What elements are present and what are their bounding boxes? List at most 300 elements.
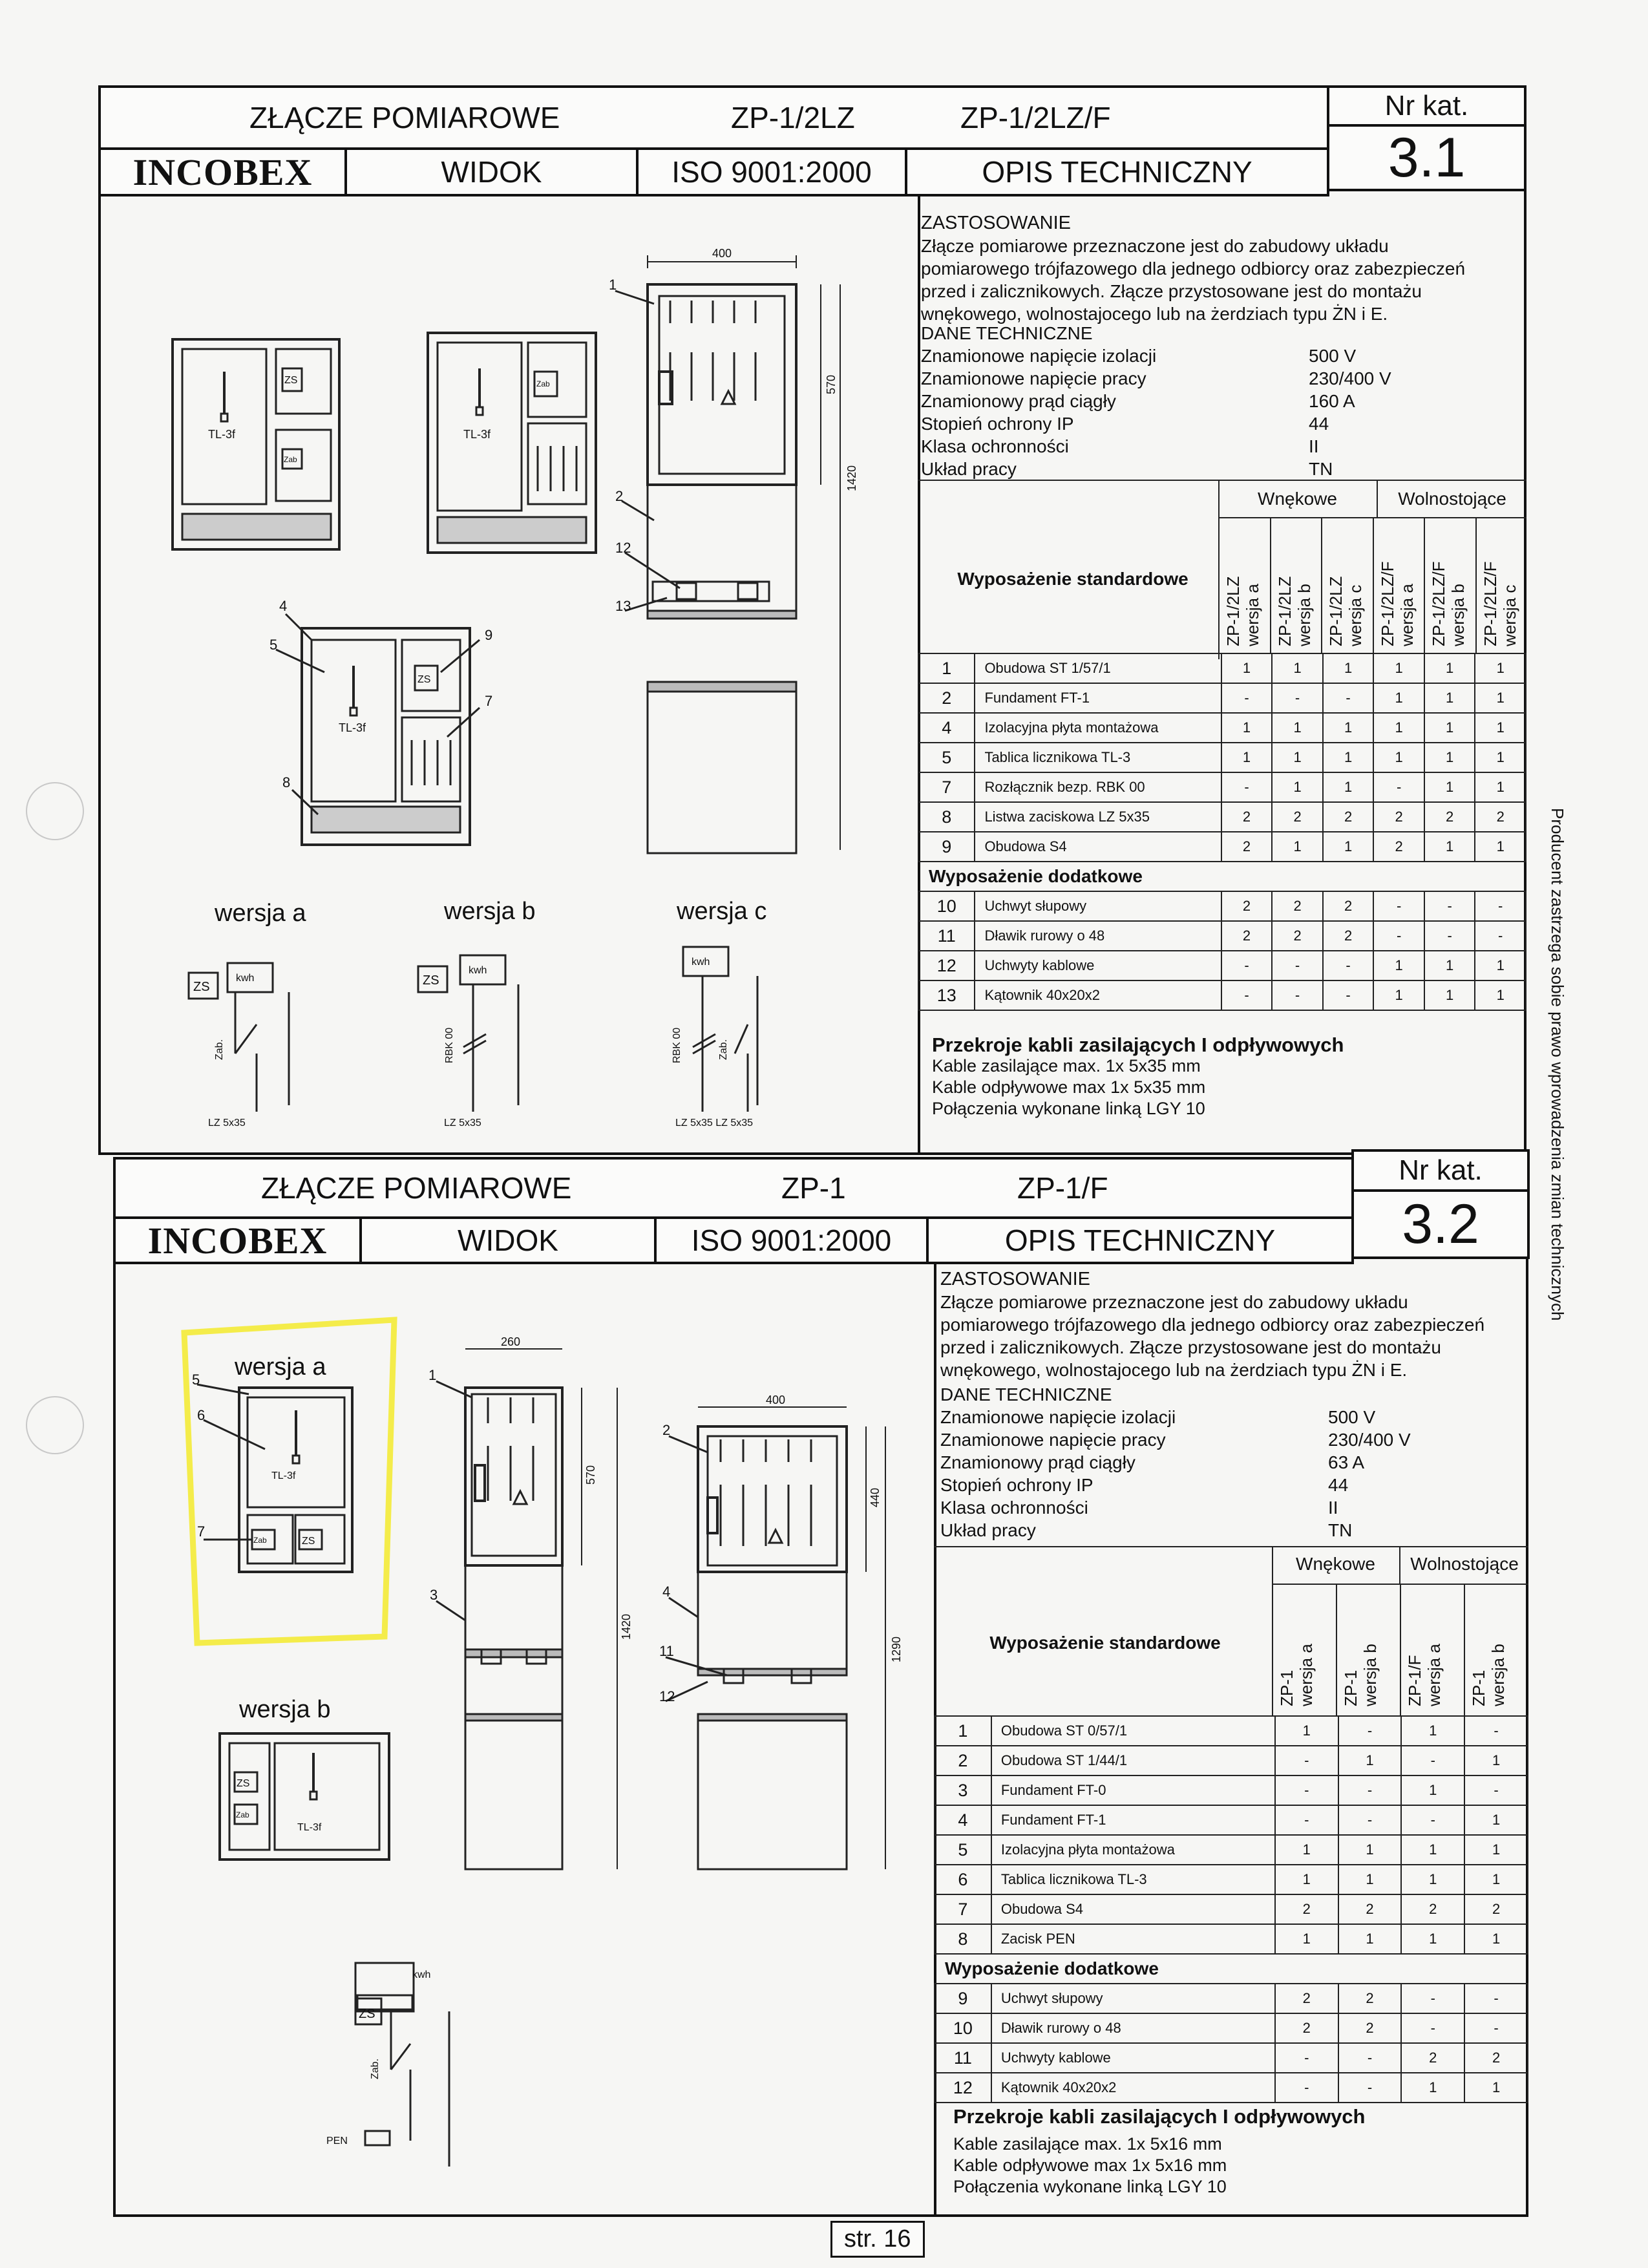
column-version: wersja b xyxy=(1360,1644,1380,1706)
item-name: Kątownik 40x20x2 xyxy=(991,2073,1275,2103)
spec-row xyxy=(940,1406,1522,1428)
column-header xyxy=(1378,530,1417,646)
technical-data-heading: DANE TECHNICZNE xyxy=(921,323,1093,343)
item-number: 9 xyxy=(918,832,975,862)
item-quantity: - xyxy=(1373,891,1424,921)
item-quantity: 1 xyxy=(1464,1924,1528,1954)
equipment-table xyxy=(934,1715,1528,2103)
column-header xyxy=(1429,530,1468,646)
svg-text:Zab.: Zab. xyxy=(370,2058,381,2079)
application-section xyxy=(921,212,1528,325)
item-quantity: 1 xyxy=(1464,1805,1528,1835)
item-number: 9 xyxy=(935,1984,991,2013)
iso-label: ISO 9001:2000 xyxy=(691,1224,892,1257)
svg-text:12: 12 xyxy=(659,1688,675,1704)
version-a-label: wersja a xyxy=(215,900,306,927)
svg-text:Zab: Zab xyxy=(284,455,297,464)
item-quantity: - xyxy=(1338,2043,1402,2073)
cable-line: Kable zasilające max. 1x 5x16 mm xyxy=(953,2134,1222,2154)
spec-key: Znamionowe napięcie izolacji xyxy=(940,1407,1176,1427)
column-version: wersja c xyxy=(1346,584,1365,646)
item-quantity: 1 xyxy=(1272,743,1323,772)
equipment-row xyxy=(918,743,1526,772)
item-quantity: 1 xyxy=(1464,2073,1528,2103)
spec-key: Znamionowy prąd ciągły xyxy=(940,1452,1136,1472)
item-quantity: - xyxy=(1275,1775,1338,1805)
item-quantity: 1 xyxy=(1475,683,1526,713)
item-quantity: - xyxy=(1338,1775,1402,1805)
meter-board-label: TL-3f xyxy=(208,428,236,441)
punch-hole xyxy=(26,1396,84,1454)
svg-text:4: 4 xyxy=(662,1584,671,1600)
item-name: Obudowa ST 1/44/1 xyxy=(991,1746,1275,1775)
group-label-freestanding: Wolnostojące xyxy=(1398,489,1506,509)
technical-description-label: OPIS TECHNICZNY xyxy=(982,155,1252,189)
svg-text:9: 9 xyxy=(485,627,493,643)
column-header xyxy=(1405,1596,1444,1706)
item-quantity: 1 xyxy=(1464,1865,1528,1894)
item-name: Izolacyjna płyta montażowa xyxy=(975,713,1221,743)
item-quantity: 1 xyxy=(1424,653,1475,683)
group-label-freestanding: Wolnostojące xyxy=(1410,1554,1519,1574)
column-divider-line xyxy=(1424,517,1425,653)
cable-line: Kable odpływowe max 1x 5x35 mm xyxy=(932,1077,1206,1097)
svg-text:13: 13 xyxy=(615,598,631,614)
widok-box xyxy=(359,1216,657,1264)
iso-box xyxy=(636,147,907,196)
item-quantity: - xyxy=(1221,951,1273,980)
item-quantity: 1 xyxy=(1424,743,1475,772)
equipment-row xyxy=(935,2013,1528,2043)
equipment-row xyxy=(935,1984,1528,2013)
item-number: 12 xyxy=(935,2073,991,2103)
enclosure-version-b xyxy=(220,1733,389,1860)
svg-text:1: 1 xyxy=(428,1367,437,1383)
item-quantity: 2 xyxy=(1475,802,1526,832)
item-quantity: 1 xyxy=(1373,980,1424,1010)
spec-value: TN xyxy=(1328,1520,1353,1540)
svg-text:2: 2 xyxy=(615,488,624,504)
item-quantity: 2 xyxy=(1323,921,1374,951)
item-quantity: 2 xyxy=(1272,891,1323,921)
item-quantity: - xyxy=(1338,2073,1402,2103)
item-number: 12 xyxy=(918,951,975,980)
item-quantity: - xyxy=(1221,683,1273,713)
item-quantity: 1 xyxy=(1475,951,1526,980)
spec-key: Stopień ochrony IP xyxy=(921,414,1074,434)
spec-value: II xyxy=(1328,1498,1338,1518)
item-number: 10 xyxy=(935,2013,991,2043)
item-quantity: 1 xyxy=(1424,951,1475,980)
item-name: Tablica licznikowa TL-3 xyxy=(975,743,1221,772)
item-quantity: 2 xyxy=(1338,1984,1402,2013)
item-number: 11 xyxy=(918,921,975,951)
item-name: Obudowa ST 1/57/1 xyxy=(975,653,1221,683)
item-quantity: 1 xyxy=(1424,772,1475,802)
spec-value: 500 V xyxy=(1309,346,1357,366)
spec-row xyxy=(940,1474,1522,1496)
punch-hole xyxy=(26,782,84,840)
spec-row xyxy=(940,1428,1522,1451)
svg-text:7: 7 xyxy=(197,1523,206,1540)
equipment-row xyxy=(918,951,1526,980)
item-quantity: 1 xyxy=(1221,713,1273,743)
item-quantity: - xyxy=(1338,1716,1402,1746)
spec-value: 63 A xyxy=(1328,1452,1365,1472)
column-version: wersja a xyxy=(1397,584,1417,646)
item-number: 4 xyxy=(935,1805,991,1835)
column-divider-line xyxy=(1321,517,1322,653)
spec-key: Układ pracy xyxy=(940,1520,1036,1540)
spec-row xyxy=(921,367,1503,390)
item-quantity: 1 xyxy=(1373,743,1424,772)
section-1-drawings xyxy=(98,194,918,1155)
item-quantity: 1 xyxy=(1475,772,1526,802)
dimension-width: 400 xyxy=(712,247,732,260)
catalog-number: 3.2 xyxy=(1402,1192,1479,1255)
svg-text:TL-3f: TL-3f xyxy=(297,1822,322,1833)
item-quantity: 2 xyxy=(1323,802,1374,832)
column-divider-line xyxy=(1270,517,1271,653)
widok-box xyxy=(344,147,639,196)
item-name: Obudowa ST 0/57/1 xyxy=(991,1716,1275,1746)
column-model: ZP-1/2LZ xyxy=(1223,576,1243,646)
item-quantity: 1 xyxy=(1464,1746,1528,1775)
column-version: wersja c xyxy=(1499,584,1519,646)
item-quantity: - xyxy=(1424,921,1475,951)
dimension-width-large: 400 xyxy=(766,1394,786,1406)
item-name: Dławik rurowy o 48 xyxy=(975,921,1221,951)
svg-text:12: 12 xyxy=(615,540,631,556)
column-header xyxy=(1341,1596,1380,1706)
item-quantity: 1 xyxy=(1338,1835,1402,1865)
item-quantity: 1 xyxy=(1373,713,1424,743)
model-name-2: ZP-1/F xyxy=(1017,1171,1108,1205)
model-name-1: ZP-1/2LZ xyxy=(731,101,855,134)
item-quantity: - xyxy=(1272,951,1323,980)
cable-sections xyxy=(932,1034,1514,1119)
svg-text:ZS: ZS xyxy=(284,375,298,386)
spec-key: Znamionowy prąd ciągły xyxy=(921,391,1116,411)
item-number: 8 xyxy=(918,802,975,832)
spec-value: 44 xyxy=(1309,414,1329,434)
item-quantity: 2 xyxy=(1275,1984,1338,2013)
spec-row xyxy=(940,1519,1522,1542)
column-model: ZP-1/2LZ xyxy=(1326,576,1346,646)
product-family-title: ZŁĄCZE POMIAROWE xyxy=(261,1171,572,1205)
item-number: 8 xyxy=(935,1924,991,1954)
item-quantity: - xyxy=(1475,891,1526,921)
item-quantity: 2 xyxy=(1464,1894,1528,1924)
spec-row xyxy=(921,390,1503,412)
spec-row xyxy=(921,412,1503,435)
svg-text:ZS: ZS xyxy=(237,1778,250,1789)
column-divider-line xyxy=(1218,517,1220,653)
item-number: 10 xyxy=(918,891,975,921)
additional-equipment-row xyxy=(935,1954,1528,1984)
svg-text:ZS: ZS xyxy=(417,674,431,685)
item-quantity: - xyxy=(1323,980,1374,1010)
pen-label: PEN xyxy=(326,2136,348,2146)
svg-text:Zab: Zab xyxy=(536,379,550,388)
version-c-label: wersja c xyxy=(677,898,767,925)
column-divider-line xyxy=(1400,1584,1401,1717)
item-quantity: 2 xyxy=(1373,802,1424,832)
svg-text:5: 5 xyxy=(192,1372,200,1388)
svg-text:LZ 5x35 LZ 5x35: LZ 5x35 LZ 5x35 xyxy=(675,1118,754,1129)
column-header xyxy=(1275,530,1314,646)
item-quantity: - xyxy=(1272,683,1323,713)
item-quantity: 1 xyxy=(1221,743,1273,772)
item-name: Listwa zaciskowa LZ 5x35 xyxy=(975,802,1221,832)
item-quantity: 1 xyxy=(1338,1924,1402,1954)
equipment-row xyxy=(918,980,1526,1010)
item-quantity: 1 xyxy=(1401,1775,1464,1805)
application-line: wnękowego, wolnostajocego lub na żerdziach typu ŻN i E. xyxy=(921,304,1388,324)
item-quantity: 1 xyxy=(1401,1716,1464,1746)
spec-key: Znamionowe napięcie izolacji xyxy=(921,346,1157,366)
column-version: wersja a xyxy=(1424,1644,1444,1706)
catalog-number-label: Nr kat. xyxy=(1384,90,1469,122)
application-heading: ZASTOSOWANIE xyxy=(940,1269,1091,1289)
item-name: Uchwyt słupowy xyxy=(975,891,1221,921)
additional-equipment-heading: Wyposażenie dodatkowe xyxy=(918,862,1526,891)
item-quantity: 1 xyxy=(1275,1835,1338,1865)
model-name-2: ZP-1/2LZ/F xyxy=(960,101,1111,134)
technical-data xyxy=(940,1383,1522,1542)
equipment-row xyxy=(935,1835,1528,1865)
equipment-row xyxy=(918,713,1526,743)
equipment-row xyxy=(935,1924,1528,1954)
item-quantity: 2 xyxy=(1424,802,1475,832)
cable-line: Kable odpływowe max 1x 5x16 mm xyxy=(953,2156,1227,2175)
svg-text:3: 3 xyxy=(430,1587,438,1603)
item-quantity: - xyxy=(1275,1805,1338,1835)
item-quantity: 1 xyxy=(1373,653,1424,683)
column-model: ZP-1/2LZ/F xyxy=(1480,561,1500,646)
svg-text:11: 11 xyxy=(659,1643,674,1659)
application-line: Złącze pomiarowe przeznaczone jest do zabudowy układu xyxy=(940,1292,1408,1312)
item-quantity: 2 xyxy=(1373,832,1424,862)
spec-row xyxy=(940,1451,1522,1474)
svg-text:ZS: ZS xyxy=(423,973,439,988)
freestanding-cabinet-small xyxy=(465,1388,562,1565)
spec-row xyxy=(940,1496,1522,1519)
catalog-number-label: Nr kat. xyxy=(1399,1154,1483,1186)
dimension-width-small: 260 xyxy=(501,1335,521,1348)
item-name: Fundament FT-1 xyxy=(991,1805,1275,1835)
opis-box xyxy=(926,1216,1354,1264)
version-b-label: wersja b xyxy=(239,1696,331,1723)
equipment-row xyxy=(918,802,1526,832)
item-number: 2 xyxy=(935,1746,991,1775)
item-quantity: 1 xyxy=(1401,1924,1464,1954)
spec-key: Układ pracy xyxy=(921,459,1017,479)
item-name: Zacisk PEN xyxy=(991,1924,1275,1954)
item-quantity: - xyxy=(1221,772,1273,802)
dimension-height-upper: 570 xyxy=(825,374,838,394)
item-quantity: 1 xyxy=(1323,743,1374,772)
spec-key: Znamionowe napięcie pracy xyxy=(940,1430,1166,1450)
svg-text:TL-3f: TL-3f xyxy=(463,428,491,441)
item-quantity: 1 xyxy=(1338,1865,1402,1894)
spec-key: Klasa ochronności xyxy=(940,1498,1088,1518)
item-quantity: 1 xyxy=(1272,653,1323,683)
item-number: 1 xyxy=(935,1716,991,1746)
column-model: ZP-1/F xyxy=(1405,1655,1424,1706)
technical-description-label: OPIS TECHNICZNY xyxy=(1004,1224,1276,1257)
item-name: Obudowa S4 xyxy=(975,832,1221,862)
dimension-height-total: 1420 xyxy=(845,465,858,491)
column-model: ZP-1 xyxy=(1277,1669,1296,1706)
item-name: Rozłącznik bezp. RBK 00 xyxy=(975,772,1221,802)
item-quantity: 2 xyxy=(1272,802,1323,832)
item-quantity: 1 xyxy=(1338,1746,1402,1775)
spec-value: 44 xyxy=(1328,1475,1349,1495)
logo-box xyxy=(113,1216,362,1264)
item-quantity: 2 xyxy=(1401,2043,1464,2073)
item-quantity: 1 xyxy=(1272,772,1323,802)
svg-text:2: 2 xyxy=(662,1422,671,1438)
svg-text:LZ 5x35: LZ 5x35 xyxy=(444,1118,481,1129)
opis-box xyxy=(905,147,1329,196)
item-quantity: 1 xyxy=(1323,772,1374,802)
equipment-row xyxy=(918,772,1526,802)
item-quantity: - xyxy=(1373,772,1424,802)
equipment-row xyxy=(918,891,1526,921)
item-quantity: - xyxy=(1275,2043,1338,2073)
incobex-logo: INCOBEX xyxy=(132,151,313,193)
spec-value: 230/400 V xyxy=(1328,1430,1411,1450)
additional-equipment-heading: Wyposażenie dodatkowe xyxy=(935,1954,1528,1984)
svg-text:ZS: ZS xyxy=(359,2007,375,2021)
svg-text:6: 6 xyxy=(197,1407,206,1423)
equipment-row xyxy=(935,1865,1528,1894)
column-model: ZP-1/2LZ xyxy=(1274,576,1294,646)
column-divider-line xyxy=(1336,1584,1337,1717)
svg-text:kwh: kwh xyxy=(469,965,487,976)
item-quantity: 1 xyxy=(1424,683,1475,713)
equipment-row xyxy=(918,653,1526,683)
item-quantity: 2 xyxy=(1323,891,1374,921)
equipment-row xyxy=(935,1894,1528,1924)
equipment-row xyxy=(935,1746,1528,1775)
model-name-1: ZP-1 xyxy=(781,1171,846,1205)
header-title-row xyxy=(98,85,1329,150)
column-divider-line xyxy=(1373,517,1374,653)
item-quantity: 1 xyxy=(1373,683,1424,713)
equipment-row xyxy=(935,1716,1528,1746)
cable-line: Połączenia wykonane linką LGY 10 xyxy=(953,2177,1227,2196)
item-number: 7 xyxy=(918,772,975,802)
item-number: 2 xyxy=(918,683,975,713)
column-header xyxy=(1223,530,1262,646)
svg-text:TL-3f: TL-3f xyxy=(271,1470,296,1481)
item-quantity: 2 xyxy=(1275,1894,1338,1924)
item-name: Uchwyty kablowe xyxy=(975,951,1221,980)
item-quantity: - xyxy=(1464,1984,1528,2013)
item-quantity: 1 xyxy=(1475,980,1526,1010)
iso-label: ISO 9001:2000 xyxy=(671,155,872,189)
item-quantity: 1 xyxy=(1373,951,1424,980)
item-name: Kątownik 40x20x2 xyxy=(975,980,1221,1010)
svg-text:RBK 00: RBK 00 xyxy=(444,1027,455,1063)
iso-box xyxy=(654,1216,929,1264)
item-name: Uchwyty kablowe xyxy=(991,2043,1275,2073)
spec-key: Stopień ochrony IP xyxy=(940,1475,1093,1495)
item-quantity: 2 xyxy=(1221,891,1273,921)
item-quantity: - xyxy=(1464,2013,1528,2043)
column-version: wersja b xyxy=(1448,584,1468,646)
application-line: pomiarowego trójfazowego dla jednego odbiorcy oraz zabezpieczeń xyxy=(940,1315,1485,1335)
column-divider-line xyxy=(1272,1584,1273,1717)
svg-text:Zab: Zab xyxy=(236,1810,249,1819)
svg-text:Zab: Zab xyxy=(253,1536,267,1545)
item-quantity: 1 xyxy=(1275,1865,1338,1894)
item-quantity: - xyxy=(1401,1805,1464,1835)
item-number: 1 xyxy=(918,653,975,683)
item-quantity: 1 xyxy=(1272,832,1323,862)
item-quantity: - xyxy=(1275,2073,1338,2103)
column-version: wersja b xyxy=(1488,1644,1508,1706)
item-quantity: 2 xyxy=(1401,1894,1464,1924)
column-header xyxy=(1469,1596,1508,1706)
item-quantity: 2 xyxy=(1275,2013,1338,2043)
item-quantity: - xyxy=(1373,921,1424,951)
column-header xyxy=(1326,530,1365,646)
item-number: 5 xyxy=(918,743,975,772)
column-model: ZP-1 xyxy=(1341,1669,1360,1706)
version-b-label: wersja b xyxy=(444,898,536,925)
spec-key: Znamionowe napięcie pracy xyxy=(921,368,1146,388)
header-title-row xyxy=(113,1157,1354,1219)
spec-key: Klasa ochronności xyxy=(921,436,1069,456)
item-quantity: - xyxy=(1338,1805,1402,1835)
spec-value: 160 A xyxy=(1309,391,1355,411)
spec-value: II xyxy=(1309,436,1319,456)
application-line: przed i zalicznikowych. Złącze przystosowane jest do montażu xyxy=(921,281,1422,301)
column-version: wersja a xyxy=(1296,1644,1316,1706)
application-heading: ZASTOSOWANIE xyxy=(921,213,1072,233)
cable-sections-heading: Przekroje kabli zasilających I odpływowych xyxy=(953,2105,1366,2128)
item-quantity: 1 xyxy=(1424,832,1475,862)
section-2-drawings xyxy=(113,1262,934,2217)
item-quantity: 2 xyxy=(1272,921,1323,951)
column-header xyxy=(1277,1596,1316,1706)
item-quantity: 1 xyxy=(1275,1924,1338,1954)
svg-text:kwh: kwh xyxy=(692,957,710,968)
spec-value: 500 V xyxy=(1328,1407,1376,1427)
technical-data-heading: DANE TECHNICZNE xyxy=(940,1384,1112,1404)
column-model: ZP-1/2LZ/F xyxy=(1377,561,1397,646)
item-quantity: 1 xyxy=(1272,713,1323,743)
application-line: wnękowego, wolnostajocego lub na żerdziach typu ŻN i E. xyxy=(940,1360,1408,1380)
item-quantity: - xyxy=(1464,1775,1528,1805)
svg-text:kwh: kwh xyxy=(412,1969,431,1980)
item-quantity: 1 xyxy=(1424,980,1475,1010)
item-number: 4 xyxy=(918,713,975,743)
additional-equipment-row xyxy=(918,862,1526,891)
application-line: pomiarowego trójfazowego dla jednego odbiorcy oraz zabezpieczeń xyxy=(921,259,1466,279)
item-quantity: - xyxy=(1424,891,1475,921)
item-number: 3 xyxy=(935,1775,991,1805)
cable-line: Połączenia wykonane linką LGY 10 xyxy=(932,1099,1205,1118)
item-number: 6 xyxy=(935,1865,991,1894)
item-quantity: - xyxy=(1323,683,1374,713)
item-name: Obudowa S4 xyxy=(991,1894,1275,1924)
column-header xyxy=(1481,530,1519,646)
page-number: str. 16 xyxy=(830,2221,925,2258)
